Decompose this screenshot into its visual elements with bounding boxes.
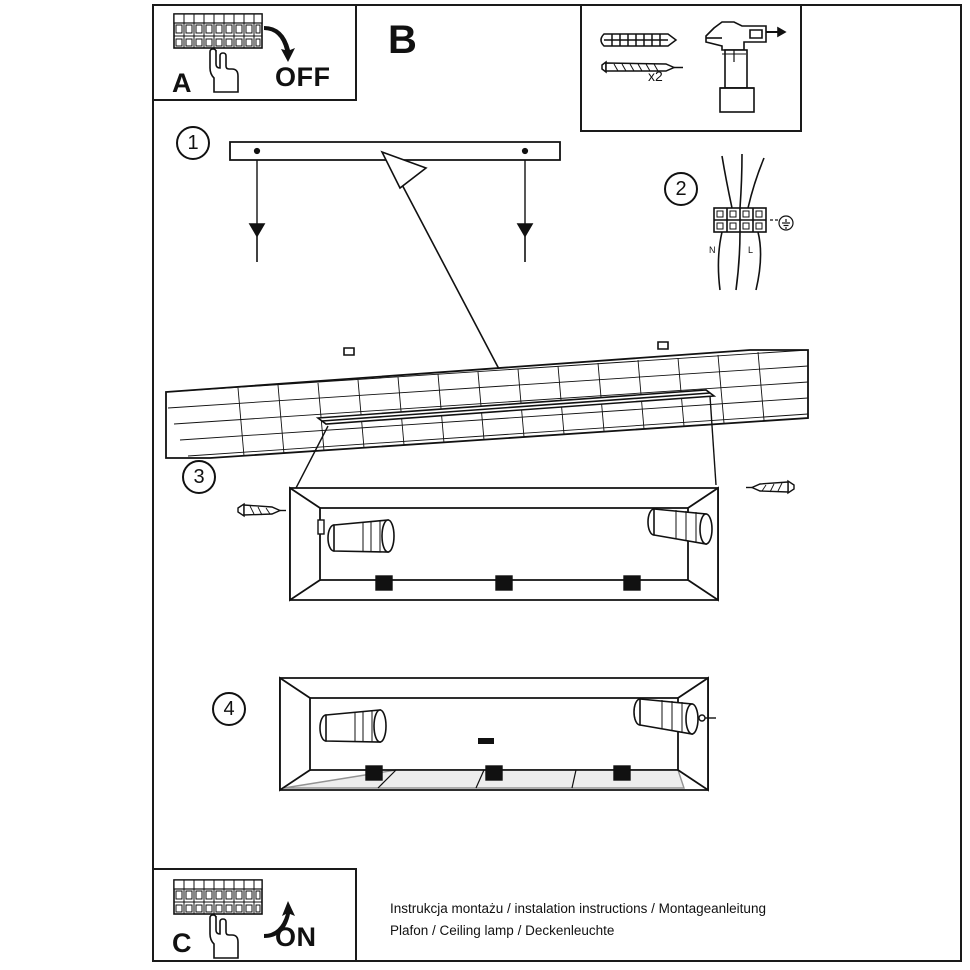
step-number-4: 4 (212, 692, 246, 726)
hand-pointing-icon (210, 49, 238, 92)
terminal-label-l-bottom: L (748, 245, 754, 255)
panel-b-tools (580, 4, 802, 132)
panel-c-action-label: ON (275, 922, 317, 952)
step-number-2: 2 (664, 172, 698, 206)
caption-line-1: Instrukcja montażu / instalation instructions / Montageanleitung (390, 901, 766, 916)
terminal-block-icon (174, 880, 262, 914)
caption-line-2: Plafon / Ceiling lamp / Deckenleuchte (390, 923, 615, 938)
terminal-block-icon (174, 14, 262, 48)
hand-pointing-icon (210, 915, 238, 958)
power-drill-icon (706, 22, 785, 112)
quantity-label: x2 (648, 68, 663, 84)
step-number-1: 1 (176, 126, 210, 160)
panel-a-label: A (172, 68, 192, 98)
screw-icon (746, 481, 794, 493)
curved-arrow-down-icon (264, 26, 295, 62)
screw-icon (602, 62, 683, 72)
panel-b-label: B (388, 18, 417, 62)
step-4-graphic (270, 660, 730, 820)
terminal-label-n-bottom: N (709, 245, 716, 255)
panel-a-action-label: OFF (275, 62, 331, 92)
caption-block (390, 898, 766, 942)
step-3-graphic (158, 330, 858, 630)
wall-plug-icon (601, 34, 676, 46)
panel-b-graphic (582, 6, 800, 130)
panel-c-label: C (172, 928, 192, 958)
step-2-graphic (690, 150, 800, 310)
screw-icon (238, 504, 286, 516)
step-number-3: 3 (182, 460, 216, 494)
